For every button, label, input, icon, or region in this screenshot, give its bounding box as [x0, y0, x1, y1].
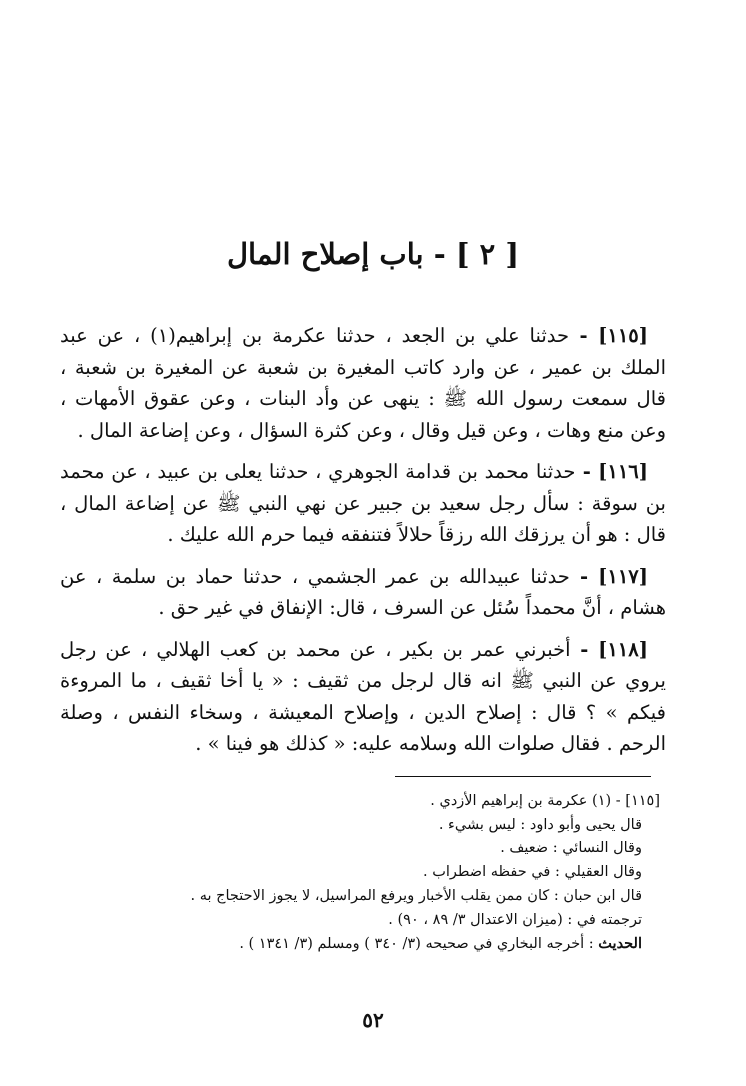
hadith-number: [١١٨] -	[570, 637, 648, 661]
hadith-number: [١١٧] -	[569, 564, 648, 588]
hadith-117	[60, 561, 666, 624]
hadith-body	[60, 320, 666, 770]
footnote-separator	[395, 776, 651, 777]
hadith-number: [١١٦] -	[575, 460, 648, 483]
footnotes	[60, 790, 660, 957]
hadith-text: حدثنا محمد بن قدامة الجوهري ، حدثنا يعلى بن عبيد ، عن محمد بن سوقة : سأل رجل سعيد بن جبير عن نهي النبي ﷺ عن إضاعة المال ، قال : هو أن يرزقك الله رزقاً حلالاً فتنفقه فيما حرم الله عليك .	[60, 460, 666, 546]
footnote-line: قال ابن حبان : كان ممن يقلب الأخبار ويرفع المراسيل، لا يجوز الاحتجاج به .	[190, 887, 642, 904]
footnote-line: وقال العقيلي : في حفظه اضطراب .	[423, 864, 642, 881]
footnote-hadith-source	[60, 932, 660, 957]
footnote-label: الحديث	[598, 935, 642, 953]
hadith-text: حدثنا علي بن الجعد ، حدثنا عكرمة بن إبراهيم(١) ، عن عبد الملك بن عمير ، عن وارد كاتب المغيرة بن شعبة عن المغيرة بن شعبة ، قال سمعت رسول الله ﷺ : ينهى عن وأد البنات ، وعن عقوق الأمهات ، وعن منع وهات ، وعن قيل وقال ، وعن كثرة السؤال ، وعن إضاعة المال .	[60, 324, 666, 442]
hadith-115	[60, 320, 666, 446]
footnote-text: : أخرجه البخاري في صحيحه (٣/ ٣٤٠ ) ومسلم (٣/ ١٣٤١ ) .	[239, 936, 599, 953]
hadith-116	[60, 456, 666, 551]
hadith-118	[60, 634, 666, 760]
footnote-line: ترجمته في : (ميزان الاعتدال ٣/ ٨٩ ، ٩٠) .	[388, 911, 642, 928]
hadith-text: حدثنا عبيدالله بن عمر الجشمي ، حدثنا حماد بن سلمة ، عن هشام ، أنَّ محمداً سُئل عن السرف ، قال: الإنفاق في غير حق .	[60, 564, 666, 619]
chapter-title: [ ٢ ] - باب إصلاح المال	[226, 237, 520, 271]
hadith-number: [١١٥] -	[569, 324, 648, 347]
footnote-line: وقال النسائي : ضعيف .	[500, 840, 642, 857]
page-number: ٥٢	[362, 1008, 384, 1032]
footnote-line: قال يحيى وأبو داود : ليس بشيء .	[438, 816, 642, 833]
footnote-reference: [١١٥] - (١) عكرمة بن إبراهيم الأزدي .	[430, 793, 660, 809]
hadith-text: أخبرني عمر بن بكير ، عن محمد بن كعب الهلالي ، عن رجل يروي عن النبي ﷺ انه قال لرجل من ثقيف : « يا أخا ثقيف ، ما المروءة فيكم » ؟ قال : إصلاح الدين ، وإصلاح المعيشة ، وسخاء النفس ، وصلة الرحم . فقال صلوات الله وسلامه عليه: « كذلك هو فينا » .	[60, 637, 666, 755]
